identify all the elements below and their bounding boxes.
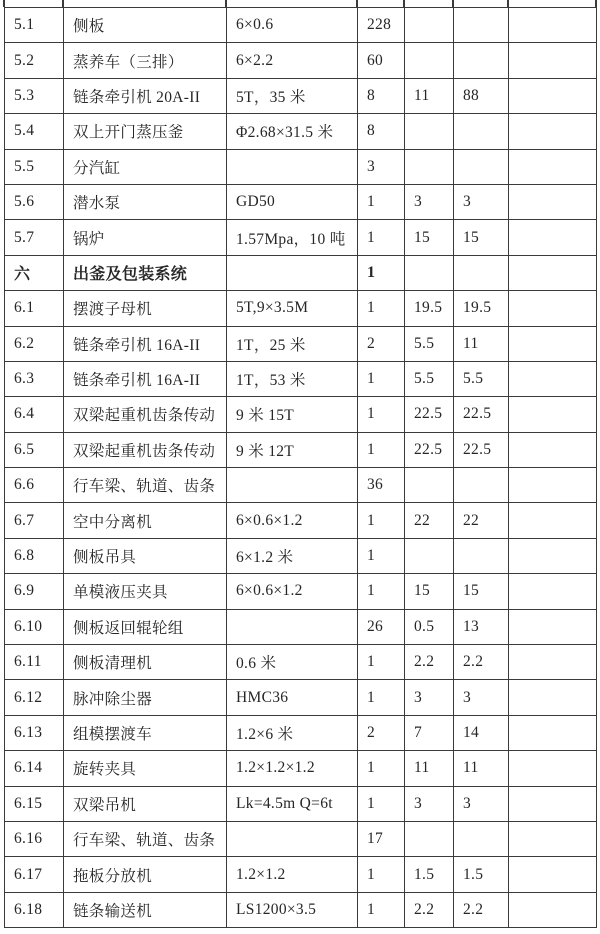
- table-cell: 9 米 15T: [227, 397, 358, 432]
- table-cell: 6.10: [5, 609, 64, 644]
- table-cell: 链条输送机: [64, 892, 227, 927]
- table-cell: [509, 8, 597, 43]
- table-cell: 行车梁、轨道、齿条: [64, 468, 227, 503]
- table-cell: [509, 291, 597, 326]
- table-cell: 22.5: [454, 432, 509, 467]
- table-border-stub: [507, 0, 509, 7]
- table-cell: 26: [358, 609, 405, 644]
- table-cell: [509, 751, 597, 786]
- table-cell: 1: [358, 680, 405, 715]
- table-cell: 1: [358, 432, 405, 467]
- table-cell: Lk=4.5m Q=6t: [227, 786, 358, 821]
- table-cell: 15: [405, 574, 454, 609]
- table-cell: [509, 149, 597, 184]
- table-cell: [454, 538, 509, 573]
- table-cell: 6.13: [5, 715, 64, 750]
- table-cell: 6.9: [5, 574, 64, 609]
- table-cell: 双上开门蒸压釜: [64, 114, 227, 149]
- table-cell: 行车梁、轨道、齿条: [64, 821, 227, 856]
- table-cell: 19.5: [405, 291, 454, 326]
- table-border-stub: [452, 0, 454, 7]
- table-border-stub: [403, 0, 405, 7]
- table-cell: 6.14: [5, 751, 64, 786]
- table-cell: 6.15: [5, 786, 64, 821]
- table-cell: 6.16: [5, 821, 64, 856]
- table-cell: 双梁吊机: [64, 786, 227, 821]
- table-cell: [509, 503, 597, 538]
- table-row: [5, 78, 597, 113]
- table-border-stub: [595, 0, 597, 7]
- table-cell: [509, 432, 597, 467]
- table-row: [5, 538, 597, 573]
- table-row: [5, 574, 597, 609]
- table-cell: 2.2: [405, 645, 454, 680]
- table-cell: 侧板: [64, 8, 227, 43]
- table-cell: [405, 821, 454, 856]
- table-cell: 潜水泵: [64, 184, 227, 219]
- table-cell: 6.6: [5, 468, 64, 503]
- table-cell: [509, 78, 597, 113]
- table-cell: 11: [454, 326, 509, 361]
- table-cell: [509, 114, 597, 149]
- table-cell: 11: [405, 78, 454, 113]
- table-cell: 6.12: [5, 680, 64, 715]
- table-cell: 3: [405, 786, 454, 821]
- table-border-stub: [356, 0, 358, 7]
- table-cell: 22: [405, 503, 454, 538]
- table-cell: [509, 538, 597, 573]
- table-cell: 5.3: [5, 78, 64, 113]
- table-row: [5, 645, 597, 680]
- table-cell: 1.2×1.2×1.2: [227, 751, 358, 786]
- table-cell: 1: [358, 574, 405, 609]
- table-row: [5, 892, 597, 927]
- table-cell: [509, 184, 597, 219]
- table-cell: [454, 114, 509, 149]
- table-cell: 6.3: [5, 361, 64, 396]
- table-cell: 5.5: [454, 361, 509, 396]
- table-cell: 11: [405, 751, 454, 786]
- table-cell: 9 米 12T: [227, 432, 358, 467]
- table-cell: [227, 609, 358, 644]
- table-cell: [509, 786, 597, 821]
- table-cell: 1.5: [454, 857, 509, 892]
- table-cell: 6.4: [5, 397, 64, 432]
- table-cell: 5.2: [5, 43, 64, 78]
- table-cell: 6.11: [5, 645, 64, 680]
- table-row: [5, 503, 597, 538]
- table-row: [5, 220, 597, 255]
- table-cell: [509, 326, 597, 361]
- table-cell: 6.17: [5, 857, 64, 892]
- table-cell: [509, 892, 597, 927]
- table-cell: 6×0.6×1.2: [227, 503, 358, 538]
- table-cell: 1: [358, 645, 405, 680]
- table-cell: 14: [454, 715, 509, 750]
- table-cell: [405, 468, 454, 503]
- table-cell: [454, 821, 509, 856]
- table-cell: 3: [454, 184, 509, 219]
- table-cell: 22.5: [405, 397, 454, 432]
- table-cell: 11: [454, 751, 509, 786]
- table-cell: 5.5: [405, 326, 454, 361]
- table-cell: [454, 149, 509, 184]
- table-row: [5, 149, 597, 184]
- table-cell: 1: [358, 857, 405, 892]
- table-cell: 双梁起重机齿条传动: [64, 397, 227, 432]
- table-row: [5, 857, 597, 892]
- table-cell: 60: [358, 43, 405, 78]
- table-cell: [227, 468, 358, 503]
- table-row: [5, 8, 597, 43]
- table-row: [5, 255, 597, 290]
- table-cell: 侧板清理机: [64, 645, 227, 680]
- table-cell: HMC36: [227, 680, 358, 715]
- table-cell: 5.7: [5, 220, 64, 255]
- table-cell: 5.1: [5, 8, 64, 43]
- table-row: [5, 43, 597, 78]
- table-cell: 链条牵引机 20A-II: [64, 78, 227, 113]
- table-cell: [509, 821, 597, 856]
- table-cell: 8: [358, 114, 405, 149]
- table-cell: Φ2.68×31.5 米: [227, 114, 358, 149]
- table-row: [5, 715, 597, 750]
- table-row: [5, 432, 597, 467]
- table-cell: 1: [358, 503, 405, 538]
- table-cell: 6.7: [5, 503, 64, 538]
- table-cell: 228: [358, 8, 405, 43]
- table-cell: 1: [358, 255, 405, 290]
- table-cell: 链条牵引机 16A-II: [64, 361, 227, 396]
- table-cell: 出釜及包装系统: [64, 255, 227, 290]
- table-cell: 1T，25 米: [227, 326, 358, 361]
- table-cell: GD50: [227, 184, 358, 219]
- table-row: [5, 397, 597, 432]
- table-cell: 6.2: [5, 326, 64, 361]
- table-cell: 3: [454, 786, 509, 821]
- table-cell: 摆渡子母机: [64, 291, 227, 326]
- table-row: [5, 468, 597, 503]
- table-cell: 脉冲除尘器: [64, 680, 227, 715]
- table-cell: [509, 220, 597, 255]
- table-cell: 1.57Mpa，10 吨: [227, 220, 358, 255]
- table-border-stub: [62, 0, 64, 7]
- table-cell: [509, 43, 597, 78]
- table-cell: [454, 8, 509, 43]
- table-row: [5, 680, 597, 715]
- table-cell: 2.2: [454, 892, 509, 927]
- table-cell: [454, 468, 509, 503]
- table-cell: 5T，35 米: [227, 78, 358, 113]
- table-cell: 6×1.2 米: [227, 538, 358, 573]
- table-cell: 7: [405, 715, 454, 750]
- table-cell: 3: [405, 680, 454, 715]
- table-cell: 3: [405, 184, 454, 219]
- table-cell: [454, 255, 509, 290]
- table-cell: 1.2×6 米: [227, 715, 358, 750]
- table-cell: 2: [358, 715, 405, 750]
- table-cell: 双梁起重机齿条传动: [64, 432, 227, 467]
- table-cell: [509, 715, 597, 750]
- table-cell: 22.5: [405, 432, 454, 467]
- table-cell: [405, 149, 454, 184]
- table-cell: 15: [454, 220, 509, 255]
- table-cell: 拖板分放机: [64, 857, 227, 892]
- table-cell: 旋转夹具: [64, 751, 227, 786]
- table-cell: 3: [454, 680, 509, 715]
- table-row: [5, 786, 597, 821]
- table-cell: 6×0.6: [227, 8, 358, 43]
- table-cell: [405, 43, 454, 78]
- table-cell: 5.4: [5, 114, 64, 149]
- table-cell: [509, 857, 597, 892]
- table-cell: 1: [358, 786, 405, 821]
- table-cell: 1: [358, 892, 405, 927]
- table-cell: [509, 397, 597, 432]
- table-cell: 单模液压夹具: [64, 574, 227, 609]
- table-cell: 36: [358, 468, 405, 503]
- table-cell: 22.5: [454, 397, 509, 432]
- table-cell: 6×2.2: [227, 43, 358, 78]
- table-cell: 锅炉: [64, 220, 227, 255]
- table-row: [5, 821, 597, 856]
- table-cell: 6.1: [5, 291, 64, 326]
- table-cell: 5.6: [5, 184, 64, 219]
- table-cell: [405, 255, 454, 290]
- table-cell: 1: [358, 184, 405, 219]
- table-cell: 1: [358, 220, 405, 255]
- table-cell: 6.5: [5, 432, 64, 467]
- table-row: [5, 609, 597, 644]
- table-cell: 17: [358, 821, 405, 856]
- table-cell: 0.5: [405, 609, 454, 644]
- table-cell: 蒸养车（三排）: [64, 43, 227, 78]
- table-cell: 13: [454, 609, 509, 644]
- table-cell: 2.2: [454, 645, 509, 680]
- table-cell: [405, 8, 454, 43]
- table-cell: 5T,9×3.5M: [227, 291, 358, 326]
- table-cell: 6×0.6×1.2: [227, 574, 358, 609]
- table-cell: [227, 255, 358, 290]
- table-cell: [509, 680, 597, 715]
- table-cell: 22: [454, 503, 509, 538]
- table-row: [5, 326, 597, 361]
- table-cell: 空中分离机: [64, 503, 227, 538]
- table-cell: [405, 538, 454, 573]
- table-cell: 19.5: [454, 291, 509, 326]
- table-cell: 15: [405, 220, 454, 255]
- table-cell: 分汽缸: [64, 149, 227, 184]
- table-cell: [509, 645, 597, 680]
- table-cell: 5.5: [5, 149, 64, 184]
- table-cell: 6.18: [5, 892, 64, 927]
- table-cell: 5.5: [405, 361, 454, 396]
- table-cell: [405, 114, 454, 149]
- table-cell: 8: [358, 78, 405, 113]
- table-cell: 侧板吊具: [64, 538, 227, 573]
- table-cell: 1: [358, 291, 405, 326]
- table-cell: 1.5: [405, 857, 454, 892]
- table-cell: 1.2×1.2: [227, 857, 358, 892]
- table-cell: [509, 468, 597, 503]
- table-cell: 1T，53 米: [227, 361, 358, 396]
- table-row: [5, 751, 597, 786]
- cutoff-row-border-stubs: [4, 0, 596, 7]
- table-cell: 0.6 米: [227, 645, 358, 680]
- table-cell: 1: [358, 538, 405, 573]
- table-cell: 链条牵引机 16A-II: [64, 326, 227, 361]
- table-row: [5, 184, 597, 219]
- table-cell: 1: [358, 397, 405, 432]
- table-cell: [227, 149, 358, 184]
- table-cell: 六: [5, 255, 64, 290]
- table-cell: [227, 821, 358, 856]
- table-cell: 2.2: [405, 892, 454, 927]
- table-cell: 侧板返回辊轮组: [64, 609, 227, 644]
- table-cell: [454, 43, 509, 78]
- equipment-list-table: [4, 7, 597, 928]
- table-cell: 1: [358, 751, 405, 786]
- table-border-stub: [225, 0, 227, 7]
- table-cell: [509, 609, 597, 644]
- table-row: [5, 114, 597, 149]
- table-row: [5, 291, 597, 326]
- table-cell: 6.8: [5, 538, 64, 573]
- table-border-stub: [3, 0, 5, 7]
- table-cell: 2: [358, 326, 405, 361]
- table-cell: 组模摆渡车: [64, 715, 227, 750]
- table-cell: 1: [358, 361, 405, 396]
- table-cell: [509, 574, 597, 609]
- table-cell: 15: [454, 574, 509, 609]
- table-cell: [509, 361, 597, 396]
- table-body: [5, 8, 597, 928]
- table-cell: LS1200×3.5: [227, 892, 358, 927]
- table-cell: 88: [454, 78, 509, 113]
- table-cell: [509, 255, 597, 290]
- table-row: [5, 361, 597, 396]
- table-cell: 3: [358, 149, 405, 184]
